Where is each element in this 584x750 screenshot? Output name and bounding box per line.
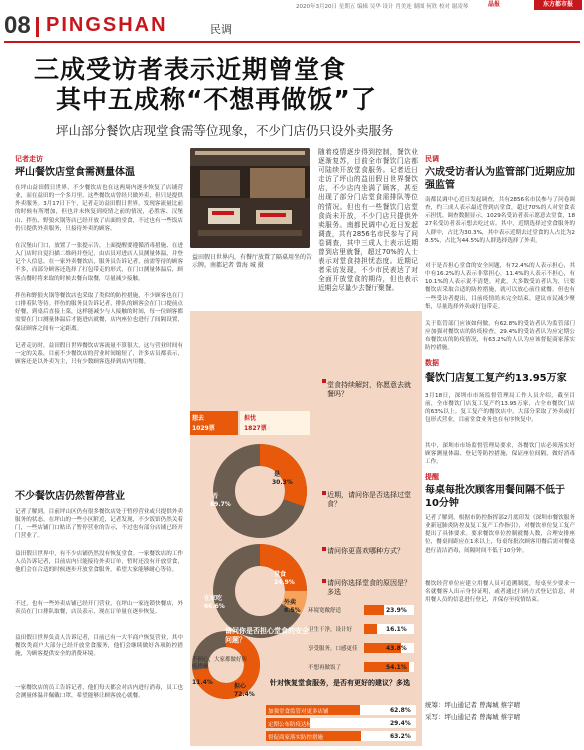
col3-tag1: 民调 (425, 155, 439, 163)
page-number: 08 (4, 12, 31, 39)
q6-bar-value: 63.2% (390, 733, 411, 740)
q4-bar-value: 16.1% (386, 626, 407, 633)
byline-2: 采写：坪山通记者 曾海城 蔡宇晴 (425, 713, 521, 721)
subtitle: 坪山部分餐饮店现堂食需等位现象，不少门店仍只设外卖服务 (56, 123, 394, 138)
q3-takeout-pct: 8.5% (284, 607, 301, 614)
col1-para7: 不过，也有一些外卖店铺已经开门营业，在坪山一家连锁快餐店，外卖员在门口排队取餐，店员表示，现在订单量在逐步恢复。 (15, 601, 183, 616)
q3-home-pct: 66.6% (204, 603, 225, 610)
q4-bar (364, 605, 384, 615)
q4-bar-row (308, 641, 416, 655)
q4-bar-value: 23.9% (386, 607, 407, 614)
q1-cooked-count: 1827票 (244, 425, 267, 432)
masthead-logo-alt: 晶报 (488, 1, 501, 8)
col3-para4: 3月18日，深圳市市场监督管理局工作人员介绍，截至目前，全市餐饮门店复工复产约13.95万家，占全市餐饮门店的63%以上。复工复产的餐饮店中，大部分采取了外卖或打包形式营业，目前堂食业务也在有序恢复中。 (425, 393, 575, 424)
q5-b-pct: 72.4% (234, 691, 255, 698)
photo-caption: 益田假日世界内，有餐厅放置了隔桌用坐的告示牌。南都记者 曾海 城 摄 (192, 254, 313, 269)
q6-bar-label: 督促商家落实防控措施 (268, 735, 324, 741)
q2-no-pct: 69.7% (210, 501, 231, 508)
q4-bar-label: 不想再做饭了 (308, 665, 342, 671)
q5-a-pct: 11.4% (192, 679, 213, 686)
q5-a-label: 不担心，大家都做好防疫措施 (192, 657, 248, 670)
masthead-logo: 东方都市报 (534, 0, 582, 10)
headline-line2: 其中五成称“不想再做饭”了 (56, 85, 377, 114)
q3-dinein-pct: 24.9% (274, 579, 295, 586)
col3-para1: 南都民调中心近日发起调查，共有2856名市民参与了问卷调查，约三成人表示最近曾到店堂食，超过70%的人对堂食表示担忧。调查数据显示，1029名受访者表示愿意去堂食，1827名受访者表示想去吃过店。其中，近期选择过堂食服务的人群中，占比为30.3%，其中表示近期去过堂食的人占比为28.5%，占比为44.5%的人群选择选择了外卖。 (425, 197, 575, 244)
col3-para7: 餐饮经营单位应建立用餐人员可追溯制度，每桌至少要求一名就餐客人出示身份证明，或者通过扫码方式登记信息，对用餐人员的信息进行登记，并保存至疫情结束。 (425, 581, 575, 604)
q4-text: 请问你选择堂食的原因是？多选 (327, 579, 411, 596)
col1-para3: 拌鱼和野狼火锅等餐饮店也采取了类似的防控措施，不少顾客也在门口排着队等待。拌鱼的服务员告诉记者，排队的顾客会在门口提前点好餐，到桌后直接上菜，这样能减少与人接触的时间，每一位顾客都需要在门口测量体温后才能进店就餐，店内座位也进行了间隔设置，保证顾客之间有一定距离。 (15, 293, 183, 332)
q3-dinein-label: 堂食 (274, 571, 287, 578)
section-label: 民调 (210, 23, 232, 36)
masthead-info: 2020年3月20日 星期五 编辑 吴华 设计 肖美连 制图 何欣 校对 谢凌琴 (296, 4, 469, 10)
q4-bar-value: 43.8% (386, 645, 407, 652)
q4-bar-row (308, 622, 416, 636)
q4-bar-label: 环境宽敞舒适 (308, 608, 342, 614)
col1-para8: 益田假日世界负责人告诉记者，目前已有一大半商户恢复营业，其中餐饮类商户大部分已经开放堂食服务，他们会继续做好各项防控措施，为顾客提供安全的消费环境。 (15, 635, 183, 658)
q2-marker (322, 491, 326, 495)
restaurant-photo (190, 148, 310, 248)
q3-home-label: 在家吃 (204, 595, 223, 602)
q4-bar-row (308, 603, 416, 617)
q2-no-label: 否 (212, 493, 219, 500)
q5-text: 请问你是否担心堂食的安全问题？ (225, 627, 309, 644)
col3-heading1: 六成受访者认为监管部门近期应加强监管 (425, 167, 575, 191)
q1-marker (322, 379, 326, 383)
col1-tag: 记者走访 (15, 155, 43, 163)
headline-line1: 三成受访者表示近期曾堂食 (34, 55, 347, 84)
col1-para4: 记者走访时，益田假日世界餐饮店客流量不算很大，这与营业时间有一定的关系，目前不少餐饮店的营业时间缩短了，许多店员都表示，顾客还是以外卖为主，只有少数顾客选择到店内用餐。 (15, 343, 183, 366)
q6-bar-label: 定期公布防疫达标餐饮店 (268, 722, 329, 728)
q1-text: 堂食持续解封，你愿意去就餐吗？ (327, 381, 411, 398)
q4-marker (322, 579, 326, 583)
survey-panel (190, 311, 422, 746)
col3-tag2: 数据 (425, 359, 439, 367)
col3-heading3: 每桌每批次顾客用餐间隔不低于10分钟 (425, 485, 565, 509)
q1-want-count: 1029票 (192, 425, 215, 432)
masthead-divider (36, 17, 39, 37)
col1-para2: 在汉堡山门口，放置了一张提示告，上面提醒要遵循消毒措施、在进入门店时自觉扫描二维码并登记，由店员对进店人员测量体温，并登记个人信息。在一家外卖餐饮店，服务员告诉记者，前需等待的顾客不多，而部分顾客还选择了打包带走的形式，在门口测量体温后，顾客点餐时将来取的时候去餐台取餐，尽量减少接触。 (15, 243, 183, 282)
col3-para3: 关于监管部门应该如何做，有62.8%的受访者认为监管部门应加强对餐饮店的防疫检查，29.4%的受访者认为应定期公布餐饮店的防疫情况，有63.2%的人认为应该督促商家落实防控措施。 (425, 321, 575, 352)
q4-bar-label: 享受服务，口感更佳 (308, 646, 358, 652)
q6-bar-label: 加强堂食监管对更多店铺 (268, 709, 329, 715)
col1-para5: 记者了解到，目前坪山区仍有很多餐饮店处于暂停营业或只提供外卖服务的状态。在坪山的一些小区附近，记者发现，不少饭馆仍然关着门，一些店铺门口贴出了暂停营业的告示，不过也有部分店铺已经开门营业了。 (15, 509, 183, 540)
q3-marker (322, 547, 326, 551)
col1-heading1: 坪山餐饮店堂食需测量体温 (15, 167, 135, 178)
q4-bar-value: 54.1% (386, 664, 407, 671)
masthead-rule (4, 41, 580, 43)
col1-para9: 一家餐饮店的员工告诉记者，他们每天都会对店内进行消毒，员工也会测量体温并佩戴口罩，希望能够让顾客放心就餐。 (15, 685, 183, 700)
q2-text: 近期，请问你是否选择过堂食？ (327, 491, 411, 508)
q1-want-label: 想去 (192, 415, 205, 422)
col3-para2: 对于是否担心堂食的安全问题，有72.4%的人表示担心，其中有16.2%的人表示非常担心，11.4%的人表示不担心，有10.1%的人表示说不清楚。对此，大多数受访者认为，只要餐饮店采取合适的防控措施，就可以放心前往就餐。但也有一些受访者提出，目前疫情尚未完全结束，建议市民减少聚集，尽量选择外卖或打包带走。 (425, 263, 575, 310)
col3-para5: 其中，深圳市市场监督管理局要求，各餐饮门店必须落实好顾客测量体温、登记等防控措施，保证座位间隔，做好消毒工作。 (425, 443, 575, 466)
q4-bar-row (308, 660, 416, 674)
q6-bar-value: 62.8% (390, 707, 411, 714)
q6-bar-row (266, 705, 418, 716)
q6-bar-value: 29.4% (390, 720, 411, 727)
q5-b-label: 担心 (234, 683, 247, 690)
col3-tag3: 提醒 (425, 473, 439, 481)
q4-bar (364, 624, 377, 634)
q2-yes-pct: 30.3% (272, 479, 293, 486)
masthead-name: PINGSHAN (46, 14, 168, 36)
q2-donut-chart (205, 441, 315, 541)
col3-para6: 记者了解到，根据市防控指挥部2月底印发《深圳市餐饮服务业新冠肺炎防控及复工复产工作指引》，对餐饮单位复工复产提出了具体要求。要求餐饮单位控制就餐人数，合理安排座位，餐桌间距应在1米以上，每桌每批次顾客用餐后需对餐桌进行清洁消毒，间隔时间不低于10分钟。 (425, 515, 575, 554)
col1-para1: 在坪山益田假日世界，不少餐饮店也在这两周内逐步恢复了店铺营业，而在益田的一个多月里，这些餐饮店曾经只做外卖，但只是提供外卖服务。3月17日下午，记者走访益田假日世界，发现客流量比前的时候有所增加，但也并未恢复到疫情之前的情况，必胜客、汉堡山、拌鱼、野狼火锅等店已经开放了店面的堂食，不过也有一些饭店仍只提供外卖服务，只接待外卖的顾客。 (15, 185, 183, 232)
q3-text: 请问你更喜欢哪种方式？ (327, 547, 404, 555)
q6-text: 针对恢复堂食服务，是否有更好的建议？多选 (270, 679, 410, 687)
col1-para6: 益田假日世界中，有不少店铺仍然没有恢复堂食。一家餐饮店的工作人员告诉记者，目前店内只能接待外卖订单，暂时还没有开放堂食，他们会在合适的时候逐步开放堂食服务，希望大家能够耐心等待。 (15, 551, 183, 574)
col3-heading2: 餐饮门店复工复产约13.95万家 (425, 373, 567, 384)
q3-takeout-label: 外卖 (284, 599, 297, 606)
q6-bar-row (266, 731, 418, 742)
q6-bar-row (266, 718, 418, 729)
q4-bar-label: 卫生干净，设计好 (308, 627, 353, 633)
q2-yes-label: 是 (274, 471, 281, 478)
intro-text: 随着疫情逐步得到控制，餐饮业逐渐复苏，目前全市餐饮门店都可陆续开放堂食服务。记者近日走访了坪山的益田假日世界餐饮店，不少店内坐满了顾客，甚至出现了部分门店堂食需排队等位的情况。但也有一些餐饮门店堂食尚未开放，不少门店只提供外卖服务。南都民调中心近日发起调查，共有2856名市民参与了问卷调查，其中三成人士表示近期曾到店里就餐，超过70%的人士表示对堂食持担忧态度。近期记者采访发现，不少市民表达了对全面开放堂食的期待，但也表示近期会尽量少去餐厅聚餐。 (318, 148, 418, 293)
q1-cooked-label: 担忧 (244, 415, 257, 422)
col1-heading2: 不少餐饮店仍然暂停营业 (15, 491, 125, 502)
byline-1: 统筹：坪山通记者 曾海城 蔡宇晴 (425, 701, 521, 709)
